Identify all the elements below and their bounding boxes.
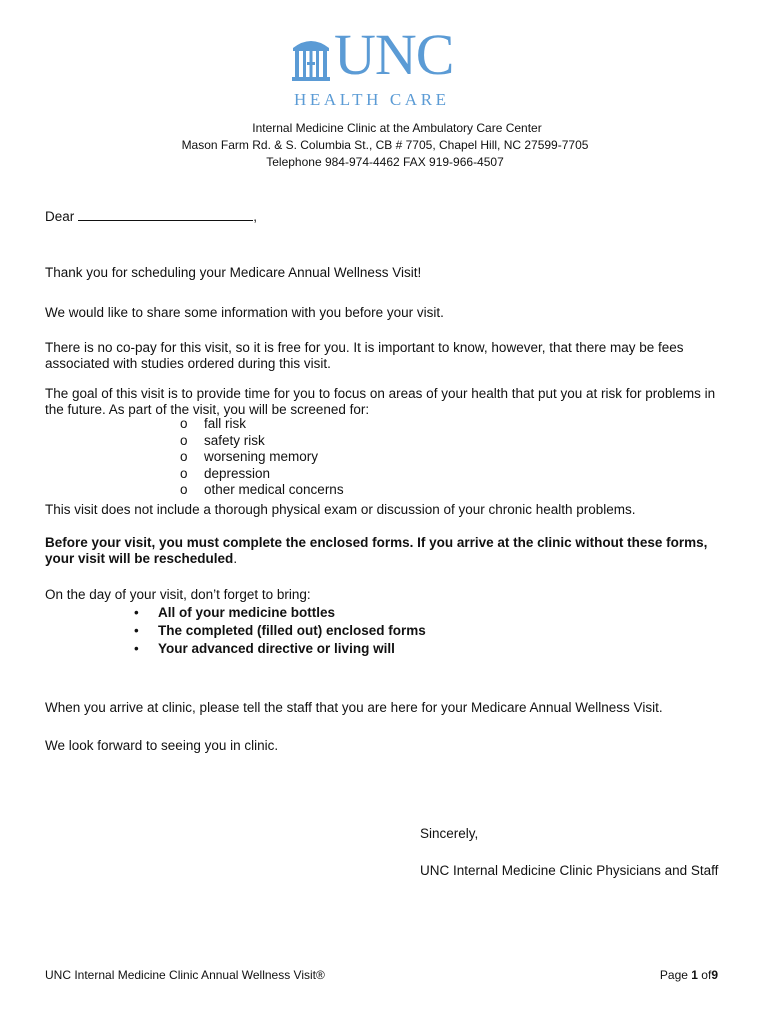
name-blank-line (78, 208, 253, 221)
look-forward-line: We look forward to seeing you in clinic. (45, 738, 279, 753)
signature: UNC Internal Medicine Clinic Physicians and Staff (420, 863, 719, 878)
list-marker: o (180, 465, 188, 481)
list-item: o fall risk (180, 416, 247, 431)
bullet-marker: • (134, 605, 139, 620)
page-number: Page 1 of9 (659, 968, 718, 982)
before-visit-warning (45, 535, 735, 567)
before-visit-period: . (233, 551, 238, 566)
clinic-name: Internal Medicine Clinic at the Ambulatory Care Center (252, 121, 542, 135)
list-item: o safety risk (180, 432, 265, 448)
bullet-marker: • (134, 641, 139, 656)
before-visit-bold-text: Before your visit, you must complete the enclosed forms. If you arrive at the clinic without these forms, your visit will be rescheduled (45, 535, 708, 566)
list-item: • Your advanced directive or living will (134, 641, 395, 656)
arrival-instructions: When you arrive at clinic, please tell the staff that you are here for your Medicare Annual Wellness Visit. (45, 700, 663, 715)
thank-you-line: Thank you for scheduling your Medicare Annual Wellness Visit! (45, 265, 422, 280)
salutation (45, 208, 257, 225)
list-item: o depression (180, 465, 271, 481)
current-page: 1 (691, 968, 698, 982)
list-item: o worsening memory (180, 449, 319, 464)
old-well-icon (290, 34, 332, 82)
clinic-phone-fax: Telephone 984-974-4462 FAX 919-966-4507 (266, 155, 504, 169)
closing: Sincerely, (420, 826, 479, 841)
not-included-line: This visit does not include a thorough physical exam or discussion of your chronic health problems. (45, 502, 636, 517)
bring-intro-line: On the day of your visit, don’t forget to bring: (45, 587, 311, 602)
list-marker: o (180, 432, 188, 448)
screening-list (180, 416, 344, 499)
copay-paragraph: There is no co-pay for this visit, so it is free for you. It is important to know, however, that there may be fees associated with studies ordered during this visit. (45, 340, 684, 371)
list-marker: o (180, 482, 188, 497)
clinic-address: Mason Farm Rd. & S. Columbia St., CB # 7705, Chapel Hill, NC 27599-7705 (181, 138, 589, 152)
bring-list (134, 604, 426, 658)
salutation-comma: , (253, 209, 258, 224)
salutation-text: Dear (45, 209, 75, 224)
bullet-marker: • (134, 623, 139, 638)
share-info-line: We would like to share some information with you before your visit. (45, 305, 444, 320)
list-item: • All of your medicine bottles (134, 605, 336, 620)
logo-subtitle: HEALTH CARE (294, 90, 450, 109)
list-item: • The completed (filled out) enclosed forms (134, 623, 426, 638)
logo-wordmark: UNC (334, 22, 454, 87)
total-pages: 9 (711, 968, 718, 982)
list-marker: o (180, 449, 188, 464)
unc-health-care-logo (290, 22, 490, 110)
list-item: o other medical concerns (180, 482, 344, 497)
list-marker: o (180, 416, 188, 431)
footer-title: UNC Internal Medicine Clinic Annual Wellness Visit® (45, 968, 325, 982)
goal-paragraph: The goal of this visit is to provide time for you to focus on areas of your health that put you at risk for problems in the future. As part of the visit, you will be screened for: (45, 386, 716, 417)
